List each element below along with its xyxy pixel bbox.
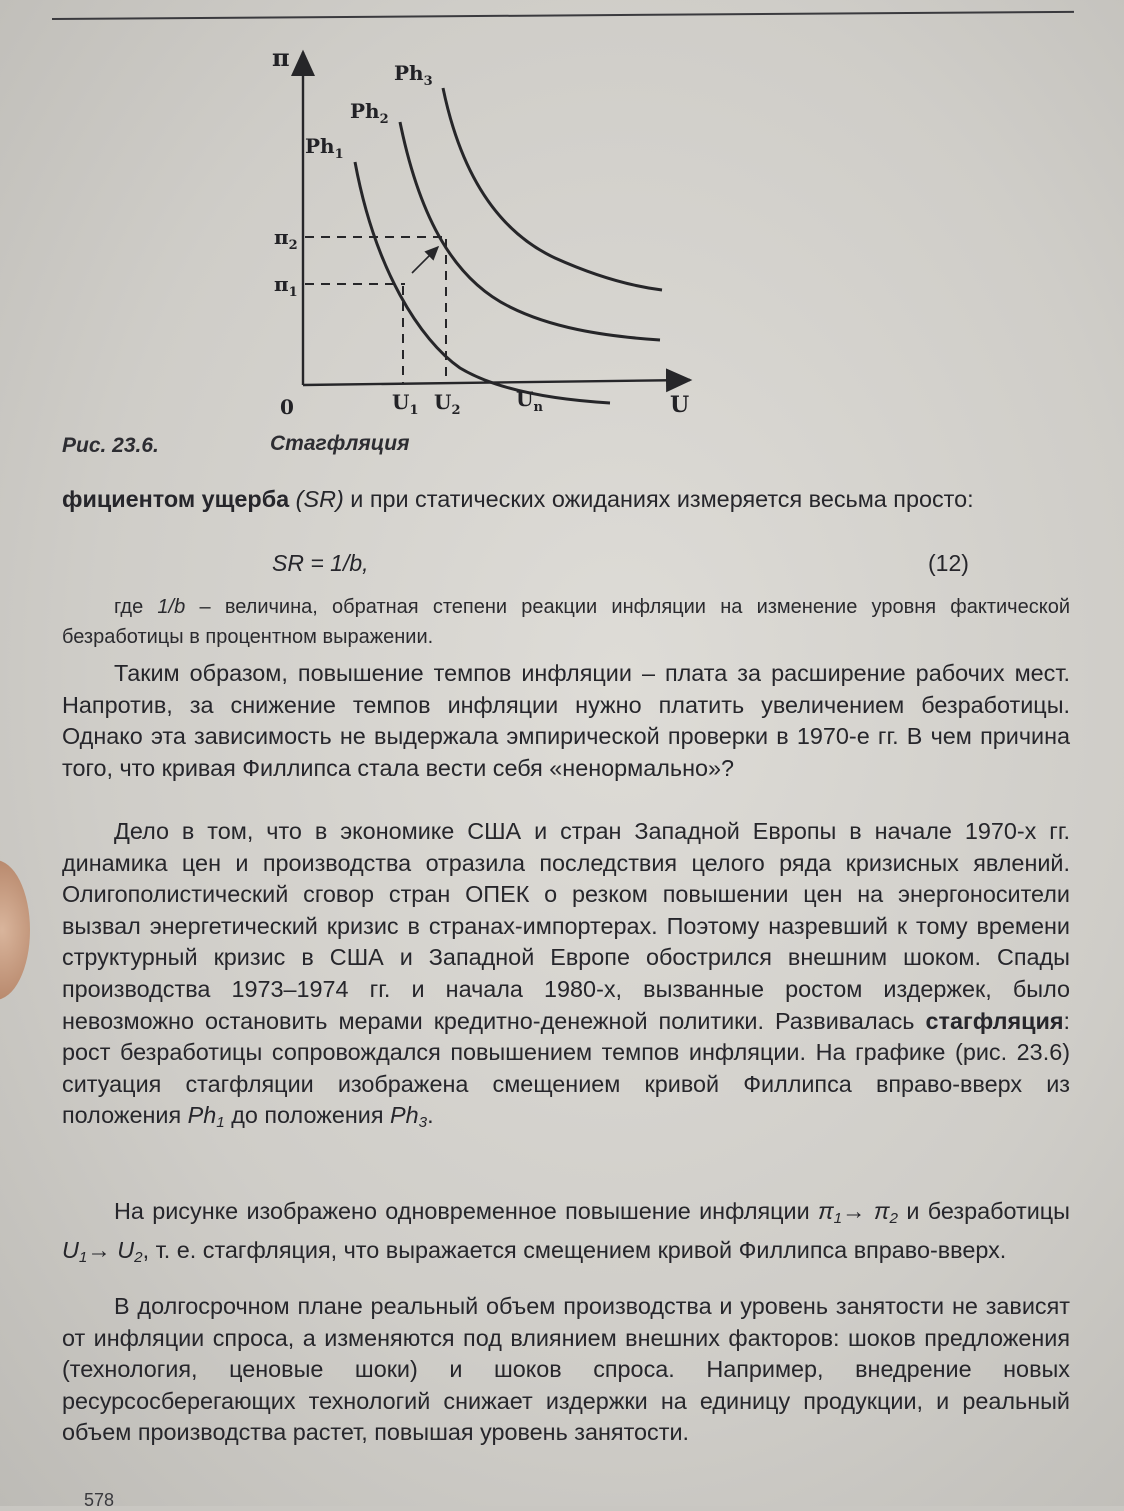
- where-rest: – величина, обратная степени реакции инфляции на изменение уровня фактической безработицы в процентном выражении.: [62, 596, 1070, 648]
- pi1-ref: $\pi_1$: [818, 1198, 843, 1227]
- caption-number: Рис. 23.6.: [62, 434, 159, 457]
- shift-arrow: [412, 247, 438, 273]
- stagflation-bold: стагфляция: [925, 1007, 1064, 1034]
- para1-italic: (SR): [295, 486, 344, 512]
- u1-ref: $U_1$: [62, 1236, 88, 1266]
- curve-ph2: [400, 122, 660, 340]
- tick-u1: $U_1$: [392, 390, 419, 418]
- phillips-curve-figure: [250, 40, 710, 440]
- tick-pi2: $\pi_2$: [274, 225, 298, 253]
- para1-rest: и при статических ожиданиях измеряется весьма просто:: [343, 486, 974, 512]
- label-ph3: $Ph_3$: [394, 61, 433, 89]
- page-number: 578: [84, 1490, 115, 1510]
- x-axis-label: U: [670, 392, 690, 418]
- ph3-ref: $Ph_3$: [390, 1102, 428, 1132]
- where-italic: 1/b: [157, 596, 186, 618]
- ph1-ref: $Ph_1$: [187, 1102, 225, 1132]
- formula-where: [62, 592, 1070, 652]
- paragraph-2: Таким образом, повышение темпов инфляции – плата за расширение рабочих мест. Напротив, за снижение темпов инфляции нужно платить увеличением безработицы. Однако эта зависимость не выдержала эмпирической проверки в 1970-е гг. В чем причина того, что кривая Филлипса стала вести себя «ненормально»?: [62, 660, 1070, 781]
- caption-title: Стагфляция: [270, 432, 410, 455]
- para1-bold: фициентом ущерба: [62, 486, 290, 512]
- header-rule: [52, 11, 1074, 20]
- figure-caption: [62, 432, 410, 458]
- y-axis-label: π: [272, 43, 290, 72]
- curve-ph3: [443, 88, 662, 290]
- paragraph-4: На рисунке изображено одновременное повышение инфляции $\pi_1\to \pi_2$ и безработицы $U_1\to U_2$, т. е. стагфляция, что выражается смещением кривой Филлипса вправо-вверх.: [62, 1198, 1070, 1266]
- paragraph-5: В долгосрочном плане реальный объем производства и уровень занятости не зависят от инфляции спроса, а изменяются под влиянием внешних факторов: шоков предложения (технология, ценовые шоки) и шоков спроса. Например, внедрение новых ресурсосберегающих технологий снижает издержки на единицу продукции, и реальный объем производства растет, повышая уровень занятости.: [62, 1293, 1070, 1446]
- paragraph-3: Дело в том, что в экономике США и стран Западной Европы в начале 1970-х гг. динамика цен и производства отразила последствия целого ряда кризисных явлений. Олигополистический сговор стран ОПЕК о резком повышении цен на энергоносители вызвал энергетический кризис в странах-импортерах. Поэтому назревший к тому времени структурный кризис в США и Западной Европе обострился внешним шоком. Спады производства 1973–1974 гг. и начала 1980-х, вызванные ростом издержек, было невозможно остановить мерами кредитно-денежной политики. Развивалась стагфляция: рост безработицы сопровождался повышением темпов инфляции. На графике (рис. 23.6) ситуация стагфляции изображена смещением кривой Филлипса вправо-вверх из положения $Ph_1$ до положения $Ph_3$.: [62, 818, 1070, 1132]
- tick-pi1: $\pi_1$: [274, 272, 298, 300]
- tick-un: $U_n$: [516, 387, 543, 415]
- tick-u2: $U_2$: [434, 390, 461, 418]
- thumb-photo-artifact: [0, 860, 30, 1000]
- formula-sr: SR = 1/b,: [272, 550, 369, 576]
- formula-number: (12): [928, 550, 969, 576]
- label-ph1: $Ph_1$: [305, 134, 344, 162]
- u2-ref: $U_2$: [117, 1236, 143, 1266]
- paragraph-1: [62, 484, 1070, 516]
- where-lead: где: [114, 596, 158, 618]
- label-ph2: $Ph_2$: [350, 99, 389, 127]
- origin-label: 0: [280, 395, 294, 419]
- curve-ph1: [355, 162, 610, 403]
- pi2-ref: $\pi_2$: [873, 1198, 899, 1227]
